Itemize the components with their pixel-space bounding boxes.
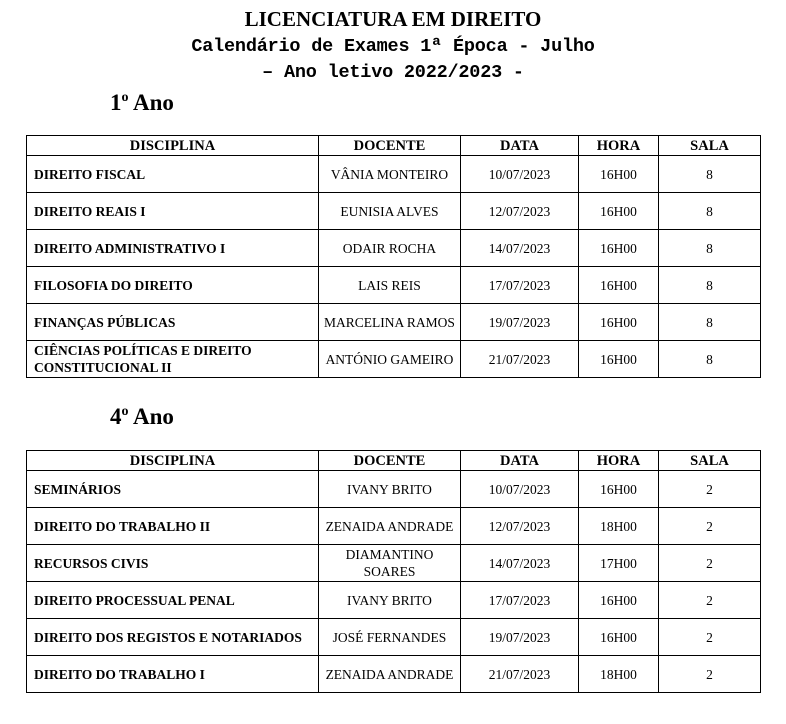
column-header-docente: DOCENTE [319,136,461,156]
table-header-row [27,451,761,471]
cell-sala: 2 [659,582,761,619]
table-row [27,508,761,545]
section-title-1st-year [110,91,174,114]
cell-hora: 16H00 [579,582,659,619]
cell-hora: 16H00 [579,304,659,341]
cell-data: 17/07/2023 [461,582,579,619]
cell-hora: 18H00 [579,656,659,693]
table-row [27,230,761,267]
cell-disciplina: DIREITO PROCESSUAL PENAL [27,582,319,619]
cell-data: 12/07/2023 [461,508,579,545]
exam-table-4th-year [26,450,761,693]
cell-docente: JOSÉ FERNANDES [319,619,461,656]
column-header-disciplina: DISCIPLINA [27,451,319,471]
cell-data: 17/07/2023 [461,267,579,304]
cell-data: 10/07/2023 [461,156,579,193]
cell-hora: 16H00 [579,267,659,304]
cell-hora: 16H00 [579,619,659,656]
cell-disciplina: DIREITO DO TRABALHO II [27,508,319,545]
table-row [27,619,761,656]
table-header-row [27,136,761,156]
column-header-sala: SALA [659,136,761,156]
cell-sala: 2 [659,471,761,508]
table-row [27,656,761,693]
column-header-docente: DOCENTE [319,451,461,471]
table-row [27,582,761,619]
table-row [27,267,761,304]
cell-hora: 16H00 [579,193,659,230]
cell-sala: 8 [659,230,761,267]
cell-sala: 8 [659,341,761,378]
column-header-hora: HORA [579,136,659,156]
section-ordinal: o [121,90,129,105]
cell-disciplina: DIREITO DOS REGISTOS E NOTARIADOS [27,619,319,656]
column-header-data: DATA [461,451,579,471]
cell-disciplina: DIREITO REAIS I [27,193,319,230]
cell-data: 14/07/2023 [461,545,579,582]
table-row [27,193,761,230]
section-title-4th-year [110,405,174,428]
cell-docente: ZENAIDA ANDRADE [319,508,461,545]
cell-docente: ANTÓNIO GAMEIRO [319,341,461,378]
table-row [27,341,761,378]
cell-docente: DIAMANTINO SOARES [319,545,461,582]
cell-docente: VÂNIA MONTEIRO [319,156,461,193]
cell-sala: 8 [659,193,761,230]
cell-hora: 16H00 [579,156,659,193]
cell-docente: ODAIR ROCHA [319,230,461,267]
cell-docente: MARCELINA RAMOS [319,304,461,341]
table-row [27,304,761,341]
exam-table-1st-year [26,135,761,378]
cell-sala: 2 [659,545,761,582]
cell-sala: 8 [659,304,761,341]
cell-disciplina: DIREITO ADMINISTRATIVO I [27,230,319,267]
cell-docente: EUNISIA ALVES [319,193,461,230]
cell-data: 10/07/2023 [461,471,579,508]
column-header-data: DATA [461,136,579,156]
cell-hora: 16H00 [579,341,659,378]
cell-sala: 8 [659,267,761,304]
academic-year: – Ano letivo 2022/2023 - [262,62,524,83]
document-subtitle: Calendário de Exames 1ª Época - Julho [191,36,595,57]
section-label: Ano [132,90,174,115]
cell-hora: 18H00 [579,508,659,545]
cell-disciplina: CIÊNCIAS POLÍTICAS E DIREITO CONSTITUCIONAL II [27,341,319,378]
section-ordinal: o [121,404,129,419]
cell-docente: IVANY BRITO [319,471,461,508]
cell-data: 12/07/2023 [461,193,579,230]
cell-data: 19/07/2023 [461,619,579,656]
column-header-sala: SALA [659,451,761,471]
cell-hora: 17H00 [579,545,659,582]
cell-docente: ZENAIDA ANDRADE [319,656,461,693]
cell-data: 14/07/2023 [461,230,579,267]
document-title: LICENCIATURA EM DIREITO [244,7,542,31]
cell-disciplina: RECURSOS CIVIS [27,545,319,582]
cell-docente: IVANY BRITO [319,582,461,619]
cell-hora: 16H00 [579,471,659,508]
cell-sala: 2 [659,508,761,545]
section-number: 4 [110,404,122,429]
section-number: 1 [110,90,122,115]
table-row [27,156,761,193]
cell-sala: 2 [659,656,761,693]
cell-sala: 2 [659,619,761,656]
cell-data: 21/07/2023 [461,656,579,693]
cell-hora: 16H00 [579,230,659,267]
cell-data: 21/07/2023 [461,341,579,378]
column-header-hora: HORA [579,451,659,471]
column-header-disciplina: DISCIPLINA [27,136,319,156]
table-row [27,471,761,508]
section-label: Ano [132,404,174,429]
cell-disciplina: FINANÇAS PÚBLICAS [27,304,319,341]
cell-sala: 8 [659,156,761,193]
cell-disciplina: SEMINÁRIOS [27,471,319,508]
cell-disciplina: DIREITO FISCAL [27,156,319,193]
cell-docente: LAIS REIS [319,267,461,304]
cell-disciplina: DIREITO DO TRABALHO I [27,656,319,693]
cell-disciplina: FILOSOFIA DO DIREITO [27,267,319,304]
table-row [27,545,761,582]
cell-data: 19/07/2023 [461,304,579,341]
